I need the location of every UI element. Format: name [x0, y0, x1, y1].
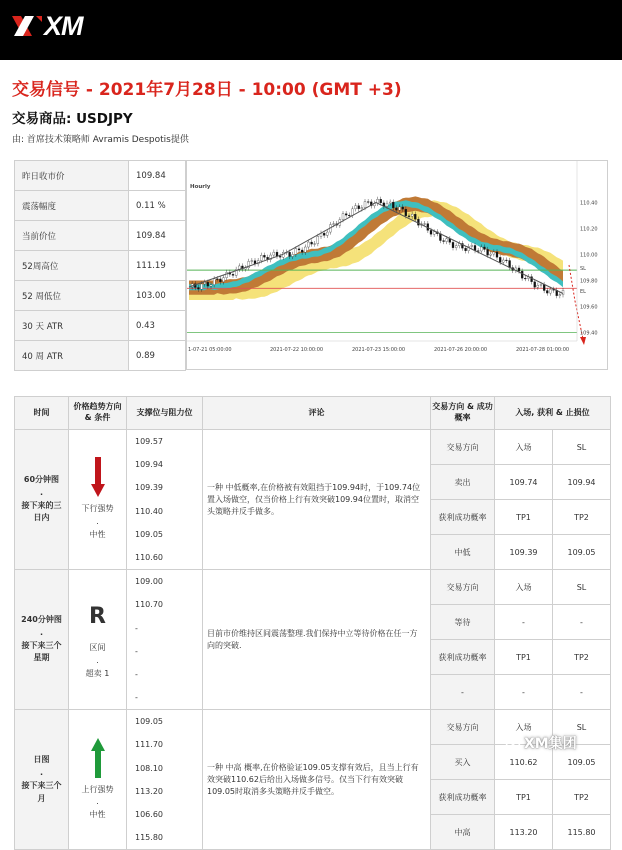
candle-body	[509, 261, 511, 268]
comment-cell: 一种 中高 概率,在价格验证109.05支撑有效后，且当上行有效突破110.62后给出入场做多信号。仅当下行有效突破109.05时取消多头策略并反手做空。	[203, 710, 431, 850]
stat-label: 30 天 ATR	[15, 311, 129, 341]
stat-value: 111.19	[129, 251, 186, 281]
candle-body	[223, 278, 225, 282]
stats-row	[15, 251, 186, 281]
candle-body	[251, 261, 253, 262]
comment-cell: 目前市价维持区间震荡整理.我们保持中立等待价格在任一方向的突破.	[203, 570, 431, 710]
candle-body	[219, 279, 221, 282]
candle-body	[446, 239, 448, 242]
projection-arrowhead-icon	[580, 337, 586, 345]
resistance-value: -	[135, 646, 138, 656]
trend-line: 超卖 1	[85, 668, 110, 678]
header-support-resistance: 支撑位与阻力位	[127, 397, 203, 430]
sr-line	[135, 803, 202, 849]
candle-body	[433, 232, 435, 235]
candle-body	[358, 206, 360, 209]
support-value: -	[135, 669, 138, 679]
trend-line: 中性	[89, 529, 106, 539]
candle-body	[502, 260, 504, 262]
range-icon: R	[89, 603, 106, 629]
tp1-value: -	[495, 675, 553, 710]
stats-row	[15, 311, 186, 341]
action-label: 入场	[495, 710, 553, 745]
signals-header-row	[15, 397, 611, 430]
x-tick-label: 2021-07-26 20:00:00	[434, 347, 488, 353]
trend-line: 下行强势	[81, 504, 114, 514]
trend-cell	[69, 570, 127, 710]
support-resistance-cell	[127, 570, 203, 710]
support-value: -	[135, 623, 138, 633]
candle-body	[216, 279, 218, 280]
x-tick-label: 2021-07-28 01:00:00	[516, 347, 570, 353]
logo-text: XM	[44, 10, 83, 41]
support-value: 109.05	[135, 529, 163, 539]
probability-value: 中低	[431, 535, 495, 570]
candle-body	[496, 252, 498, 257]
action-label: SL	[553, 430, 611, 465]
resistance-value: 110.60	[135, 552, 163, 562]
candle-body	[430, 230, 432, 234]
candle-body	[292, 254, 294, 256]
x-tick-label: 2021-07-23 15:00:00	[352, 347, 406, 353]
xm-logo[interactable]	[12, 12, 83, 40]
page-title: 交易信号 - 2021年7月28日 - 10:00 (GMT +3)	[12, 80, 402, 100]
candle-body	[304, 247, 306, 252]
candle-body	[207, 282, 209, 286]
tp1-value: 109.39	[495, 535, 553, 570]
price-chart-svg	[187, 161, 607, 369]
stats-table	[14, 160, 186, 371]
header-time: 时间	[15, 397, 69, 430]
stat-label: 昨日收市价	[15, 161, 129, 191]
timeframe-line: 日图	[33, 755, 50, 765]
stat-label: 52 周低位	[15, 281, 129, 311]
candle-body	[402, 207, 404, 209]
resistance-value: 111.70	[135, 740, 163, 750]
candle-body	[213, 279, 215, 285]
candle-body	[317, 236, 319, 243]
signals-table	[14, 396, 611, 850]
sl-value: 109.94	[553, 465, 611, 500]
candle-body	[301, 250, 303, 252]
candle-body	[534, 282, 536, 287]
action-label: TP1	[495, 640, 553, 675]
stats-row	[15, 341, 186, 371]
candle-body	[471, 245, 473, 246]
action-label: SL	[553, 710, 611, 745]
chart-timeframe-label: Hourly	[190, 184, 211, 190]
support-resistance-cell	[127, 710, 203, 850]
trend-line: .	[96, 797, 99, 807]
candle-body	[314, 244, 316, 245]
signal-row	[15, 570, 611, 605]
resistance-value: 109.94	[135, 460, 163, 470]
watermark-icon	[505, 735, 521, 751]
sl-value: -	[553, 605, 611, 640]
candle-body	[364, 202, 366, 208]
timeframe-cell	[15, 430, 69, 570]
action-label: 获利成功概率	[431, 780, 495, 815]
action-label: 交易方向	[431, 430, 495, 465]
candle-body	[452, 242, 454, 247]
stat-value: 109.84	[129, 161, 186, 191]
candle-body	[289, 252, 291, 256]
candle-body	[490, 254, 492, 255]
timeframe-line: 接下来三个	[21, 640, 62, 650]
candle-body	[323, 233, 325, 235]
candle-body	[333, 224, 335, 225]
resistance-value: -	[135, 693, 138, 703]
stat-value: 0.11 %	[129, 191, 186, 221]
candle-body	[204, 282, 206, 284]
timeframe-line: 日内	[33, 513, 50, 523]
stat-value: 103.00	[129, 281, 186, 311]
trend-line: .	[96, 517, 99, 527]
entry-value: 110.62	[495, 745, 553, 780]
author-byline: 由: 首席技术策略师 Avramis Despotis提供	[12, 135, 189, 145]
candle-body	[197, 287, 199, 289]
top-bar	[0, 0, 622, 60]
candle-body	[499, 257, 501, 262]
candle-body	[505, 260, 507, 261]
candle-body	[279, 256, 281, 257]
action-label: 入场	[495, 430, 553, 465]
tp2-value: 109.05	[553, 535, 611, 570]
candle-body	[540, 284, 542, 285]
ribbon-bands	[189, 196, 563, 300]
x-tick-label: 1-07-21 05:00:00	[188, 347, 232, 353]
candle-body	[521, 271, 523, 278]
candle-body	[559, 295, 561, 296]
candle-body	[389, 202, 391, 203]
sr-line	[135, 523, 202, 569]
x-tick-labels	[188, 347, 569, 353]
sr-line	[135, 663, 202, 709]
up-arrow-icon	[91, 738, 105, 778]
timeframe-line: 240分钟图	[21, 615, 62, 625]
candle-body	[399, 207, 401, 210]
candle-body	[443, 241, 445, 242]
support-value: 109.00	[135, 577, 163, 587]
tp2-value: 115.80	[553, 815, 611, 850]
action-label: TP1	[495, 500, 553, 535]
candle-body	[408, 216, 410, 217]
candle-body	[380, 199, 382, 203]
candle-body	[295, 249, 297, 255]
support-value: 109.39	[135, 483, 163, 493]
candle-body	[386, 203, 388, 206]
timeframe-cell	[15, 710, 69, 850]
candle-body	[342, 214, 344, 220]
stat-label: 震荡幅度	[15, 191, 129, 221]
sr-line	[135, 617, 202, 663]
candle-body	[298, 249, 300, 250]
candle-body	[487, 249, 489, 255]
support-value: 108.10	[135, 763, 163, 773]
candle-body	[414, 214, 416, 219]
projection-arrow	[569, 265, 583, 339]
action-label: 交易方向	[431, 710, 495, 745]
candle-body	[411, 214, 413, 216]
stat-value: 0.89	[129, 341, 186, 371]
candle-body	[543, 284, 545, 290]
tp2-value: -	[553, 675, 611, 710]
tp1-value: 113.20	[495, 815, 553, 850]
support-resistance-cell	[127, 430, 203, 570]
stat-value: 109.84	[129, 221, 186, 251]
stats-row	[15, 191, 186, 221]
candle-body	[455, 246, 457, 248]
sr-line	[135, 757, 202, 803]
y-tick-label: 110.00	[580, 252, 598, 259]
candle-body	[424, 224, 426, 225]
stats-row	[15, 161, 186, 191]
trend-line: 区间	[89, 643, 106, 653]
candle-body	[361, 208, 363, 209]
sr-line	[135, 570, 202, 616]
candle-body	[546, 291, 548, 294]
header-direction-probability: 交易方向 & 成功概率	[431, 397, 495, 430]
comment-cell: 一种 中低概率,在价格被有效阻挡于109.94时，于109.74位置入场做空，仅当价格上行有效突破109.94位置时，取消空头策略并反手做多。	[203, 430, 431, 570]
timeframe-line: .	[39, 768, 44, 778]
trend-line: 中性	[89, 810, 106, 820]
instrument-title: 交易商品: USDJPY	[12, 111, 133, 127]
stat-value: 0.43	[129, 311, 186, 341]
candle-body	[493, 252, 495, 254]
candle-body	[201, 284, 203, 289]
candle-body	[355, 206, 357, 209]
y-tick-label: 110.20	[580, 226, 598, 233]
candle-body	[395, 208, 397, 210]
candle-body	[232, 274, 234, 275]
timeframe-line: 星期	[33, 653, 50, 663]
timeframe-line: 接下来三个	[21, 780, 62, 790]
candle-body	[417, 219, 419, 225]
action-label: SL	[553, 570, 611, 605]
candle-body	[273, 252, 275, 255]
action-label: 获利成功概率	[431, 500, 495, 535]
candle-body	[210, 285, 212, 286]
x-tick-label: 2021-07-22 10:00:00	[270, 347, 324, 353]
y-tick-label: 109.60	[580, 304, 598, 311]
action-label: TP2	[553, 500, 611, 535]
candle-body	[524, 278, 526, 279]
candle-body	[367, 202, 369, 203]
trend-cell	[69, 430, 127, 570]
probability-value: 中高	[431, 815, 495, 850]
candle-body	[549, 289, 551, 293]
y-tick-label: 110.40	[580, 200, 598, 207]
candle-body	[518, 268, 520, 271]
stats-row	[15, 281, 186, 311]
signal-row	[15, 430, 611, 465]
direction-value: 买入	[431, 745, 495, 780]
action-label: TP1	[495, 780, 553, 815]
sl-value: 109.05	[553, 745, 611, 780]
trend-line: 上行强势	[81, 784, 114, 794]
candle-body	[480, 247, 482, 251]
header-entry-tp-sl: 入场, 获利 & 止损位	[495, 397, 611, 430]
candle-body	[260, 255, 262, 260]
price-chart	[186, 160, 608, 370]
candle-body	[263, 255, 265, 257]
header-comment: 评论	[203, 397, 431, 430]
trend-line: .	[96, 655, 99, 665]
sr-line	[135, 476, 202, 522]
direction-value: 等待	[431, 605, 495, 640]
direction-value: 卖出	[431, 465, 495, 500]
y-tick-label: 109.80	[580, 278, 598, 285]
watermark-text: XM集团	[524, 736, 577, 752]
timeframe-line: .	[39, 627, 44, 637]
stat-label: 当前价位	[15, 221, 129, 251]
stats-row	[15, 221, 186, 251]
timeframe-line: 60分钟图	[23, 474, 60, 484]
sl-tag: SL	[580, 266, 586, 272]
candle-body	[392, 202, 394, 208]
candle-body	[348, 215, 350, 216]
down-arrow-icon	[91, 457, 105, 497]
sr-line	[135, 430, 202, 476]
candle-body	[307, 242, 309, 247]
candle-body	[345, 214, 347, 215]
action-label: TP2	[553, 780, 611, 815]
action-label: 获利成功概率	[431, 640, 495, 675]
timeframe-cell	[15, 570, 69, 710]
action-label: TP2	[553, 640, 611, 675]
support-value: 106.60	[135, 810, 163, 819]
header-trend: 价格趋势方向 & 条件	[69, 397, 127, 430]
resistance-value: 110.40	[135, 506, 163, 516]
candle-body	[326, 232, 328, 235]
watermark	[505, 733, 577, 753]
support-value: 109.05	[135, 717, 163, 727]
y-tick-label: 109.40	[580, 330, 598, 337]
candle-body	[351, 209, 353, 216]
resistance-value: 113.20	[135, 786, 163, 796]
sr-line	[135, 710, 202, 756]
candle-body	[465, 248, 467, 251]
el-tag: EL	[580, 289, 586, 295]
candle-body	[311, 242, 313, 244]
candle-body	[483, 247, 485, 249]
candle-body	[405, 209, 407, 216]
stat-label: 40 周 ATR	[15, 341, 129, 371]
support-value: 109.57	[135, 437, 163, 446]
entry-value: 109.74	[495, 465, 553, 500]
probability-value: -	[431, 675, 495, 710]
resistance-value: 110.70	[135, 600, 163, 610]
stat-label: 52周高位	[15, 251, 129, 281]
timeframe-line: .	[39, 487, 44, 497]
xm-logo-icon	[12, 12, 42, 40]
resistance-value: 115.80	[135, 833, 163, 843]
action-label: 交易方向	[431, 570, 495, 605]
timeframe-line: 接下来的三	[21, 500, 62, 510]
action-label: 入场	[495, 570, 553, 605]
timeframe-line: 月	[37, 793, 46, 803]
trend-cell	[69, 710, 127, 850]
entry-value: -	[495, 605, 553, 640]
candle-body	[537, 285, 539, 287]
